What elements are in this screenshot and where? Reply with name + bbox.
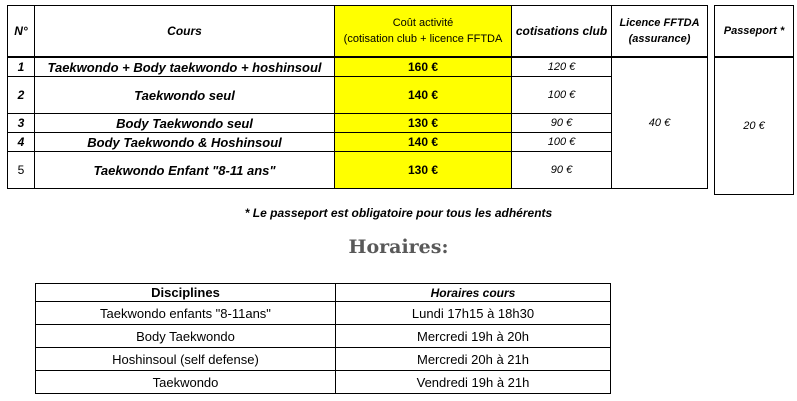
pricing-row [8, 152, 708, 189]
pricing-row [8, 114, 708, 133]
row-club: 90 € [512, 152, 612, 189]
row-club: 100 € [512, 77, 612, 114]
licence-value: 40 € [612, 57, 708, 189]
row-cost: 140 € [335, 77, 512, 114]
row-cours: Taekwondo + Body taekwondo + hoshinsoul [35, 57, 335, 77]
header-club: cotisations club [512, 6, 612, 58]
header-cost-line2: (cotisation club + licence FFTDA [343, 33, 503, 45]
row-number: 4 [8, 133, 35, 152]
row-horaire: Lundi 17h15 à 18h30 [336, 302, 611, 325]
row-discipline: Taekwondo [36, 371, 336, 394]
passport-header: Passeport * [715, 6, 794, 58]
row-club: 90 € [512, 114, 612, 133]
header-no: N° [8, 6, 35, 58]
passport-value: 20 € [715, 57, 794, 195]
schedule-table [35, 283, 611, 394]
row-number: 5 [8, 152, 35, 189]
row-cours: Taekwondo seul [35, 77, 335, 114]
row-horaire: Vendredi 19h à 21h [336, 371, 611, 394]
header-licence [612, 6, 708, 58]
row-horaire: Mercredi 20h à 21h [336, 348, 611, 371]
passport-note: * Le passeport est obligatoire pour tous les adhérents [244, 206, 553, 220]
pricing-table [7, 5, 708, 189]
schedule-header-row [36, 284, 611, 302]
row-cost: 140 € [335, 133, 512, 152]
schedule-row [36, 302, 611, 325]
header-horaires: Horaires cours [336, 284, 611, 302]
schedule-row [36, 325, 611, 348]
header-disciplines: Disciplines [36, 284, 336, 302]
header-licence-line1: Licence FFTDA [619, 17, 700, 29]
row-discipline: Hoshinsoul (self defense) [36, 348, 336, 371]
pricing-row [8, 77, 708, 114]
pricing-header-row [8, 6, 708, 58]
pricing-row [8, 133, 708, 152]
header-licence-line2: (assurance) [628, 33, 691, 45]
row-number: 2 [8, 77, 35, 114]
passport-table [714, 5, 794, 195]
schedule-row [36, 371, 611, 394]
header-cost [335, 6, 512, 58]
row-cost: 130 € [335, 152, 512, 189]
row-cours: Taekwondo Enfant "8-11 ans" [35, 152, 335, 189]
row-cours: Body Taekwondo seul [35, 114, 335, 133]
row-cost: 130 € [335, 114, 512, 133]
row-cours: Body Taekwondo & Hoshinsoul [35, 133, 335, 152]
row-cost: 160 € [335, 57, 512, 77]
schedule-title: Horaires: [348, 236, 449, 258]
header-cost-line1: Coût activité [392, 17, 454, 29]
row-number: 3 [8, 114, 35, 133]
pricing-row [8, 57, 708, 77]
row-discipline: Body Taekwondo [36, 325, 336, 348]
row-club: 120 € [512, 57, 612, 77]
header-cours: Cours [35, 6, 335, 58]
row-horaire: Mercredi 19h à 20h [336, 325, 611, 348]
row-discipline: Taekwondo enfants "8-11ans" [36, 302, 336, 325]
row-club: 100 € [512, 133, 612, 152]
row-number: 1 [8, 57, 35, 77]
schedule-row [36, 348, 611, 371]
